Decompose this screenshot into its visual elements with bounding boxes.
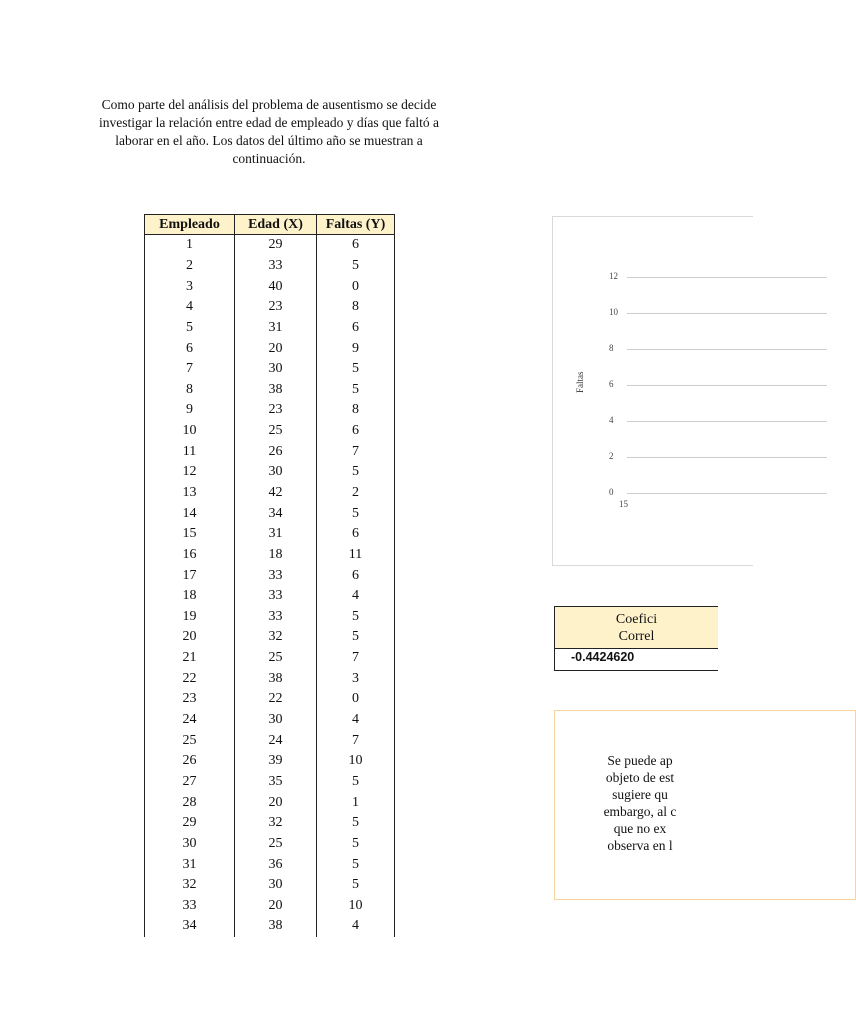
- cell-faltas: 6: [317, 318, 395, 339]
- cell-edad: 34: [235, 503, 317, 524]
- cell-empleado: 24: [145, 710, 235, 731]
- cell-faltas: 5: [317, 627, 395, 648]
- cell-faltas: 7: [317, 730, 395, 751]
- intro-line: investigar la relación entre edad de empleado y días que faltó a: [99, 115, 439, 130]
- cell-edad: 23: [235, 400, 317, 421]
- cell-faltas: 8: [317, 297, 395, 318]
- cell-faltas: 4: [317, 710, 395, 731]
- cell-faltas: 11: [317, 545, 395, 566]
- cell-edad: 33: [235, 607, 317, 628]
- cell-empleado: 15: [145, 524, 235, 545]
- cell-empleado: 29: [145, 813, 235, 834]
- cell-empleado: 17: [145, 565, 235, 586]
- gridline: [627, 493, 827, 494]
- cell-empleado: 25: [145, 730, 235, 751]
- cell-faltas: 5: [317, 834, 395, 855]
- cell-empleado: 16: [145, 545, 235, 566]
- cell-empleado: 7: [145, 359, 235, 380]
- cell-faltas: 5: [317, 854, 395, 875]
- cell-faltas: 5: [317, 256, 395, 277]
- header-faltas: Faltas (Y): [317, 215, 395, 235]
- conclusion-box: [554, 710, 856, 900]
- y-tick-label: 2: [609, 451, 614, 461]
- cell-faltas: 6: [317, 235, 395, 256]
- header-edad: Edad (X): [235, 215, 317, 235]
- cell-edad: 20: [235, 792, 317, 813]
- cell-edad: 38: [235, 668, 317, 689]
- cell-edad: 20: [235, 338, 317, 359]
- cell-edad: 24: [235, 730, 317, 751]
- gridline: [627, 421, 827, 422]
- cell-edad: 35: [235, 772, 317, 793]
- cell-empleado: 12: [145, 462, 235, 483]
- cell-edad: 29: [235, 235, 317, 256]
- cell-empleado: 5: [145, 318, 235, 339]
- cell-empleado: 20: [145, 627, 235, 648]
- cell-empleado: 2: [145, 256, 235, 277]
- cell-empleado: 4: [145, 297, 235, 318]
- cell-empleado: 27: [145, 772, 235, 793]
- cell-faltas: 7: [317, 648, 395, 669]
- cell-edad: 38: [235, 916, 317, 937]
- y-tick-label: 8: [609, 343, 614, 353]
- cell-faltas: 0: [317, 276, 395, 297]
- gridline: [627, 385, 827, 386]
- coefficient-header: [554, 606, 718, 649]
- cell-empleado: 10: [145, 421, 235, 442]
- coefficient-value: -0.4424620: [571, 650, 635, 664]
- cell-edad: 23: [235, 297, 317, 318]
- cell-empleado: 18: [145, 586, 235, 607]
- cell-empleado: 8: [145, 379, 235, 400]
- y-tick-label: 12: [609, 271, 618, 281]
- cell-faltas: 5: [317, 607, 395, 628]
- header-empleado: Empleado: [145, 215, 235, 235]
- cell-edad: 42: [235, 483, 317, 504]
- cell-edad: 32: [235, 813, 317, 834]
- cell-faltas: 5: [317, 379, 395, 400]
- cell-faltas: 6: [317, 524, 395, 545]
- cell-empleado: 30: [145, 834, 235, 855]
- cell-faltas: 6: [317, 565, 395, 586]
- cell-edad: 22: [235, 689, 317, 710]
- x-tick-label: 15: [619, 499, 628, 509]
- conclusion-line: Se puede ap: [607, 753, 673, 768]
- cell-empleado: 11: [145, 441, 235, 462]
- cell-faltas: 10: [317, 751, 395, 772]
- y-axis-label: Faltas: [575, 371, 585, 393]
- cell-edad: 20: [235, 896, 317, 917]
- cell-edad: 40: [235, 276, 317, 297]
- cell-faltas: 8: [317, 400, 395, 421]
- cell-edad: 33: [235, 256, 317, 277]
- cell-edad: 30: [235, 462, 317, 483]
- cell-edad: 25: [235, 834, 317, 855]
- cell-faltas: 3: [317, 668, 395, 689]
- coefficient-header-line: Coefici: [615, 612, 658, 627]
- cell-edad: 25: [235, 648, 317, 669]
- cell-empleado: 3: [145, 276, 235, 297]
- cell-faltas: 5: [317, 462, 395, 483]
- cell-faltas: 4: [317, 916, 395, 937]
- cell-edad: 30: [235, 359, 317, 380]
- cell-faltas: 4: [317, 586, 395, 607]
- conclusion-line: que no ex: [613, 821, 667, 836]
- y-tick-label: 4: [609, 415, 614, 425]
- cell-empleado: 26: [145, 751, 235, 772]
- intro-line: Como parte del análisis del problema de ausentismo se decide: [101, 97, 437, 112]
- conclusion-line: sugiere qu: [612, 787, 668, 802]
- cell-faltas: 5: [317, 813, 395, 834]
- cell-edad: 30: [235, 875, 317, 896]
- cell-faltas: 5: [317, 503, 395, 524]
- cell-edad: 18: [235, 545, 317, 566]
- cell-edad: 31: [235, 318, 317, 339]
- coefficient-header-line: Correl: [618, 629, 655, 644]
- cell-faltas: 5: [317, 772, 395, 793]
- gridline: [627, 457, 827, 458]
- cell-faltas: 9: [317, 338, 395, 359]
- cell-empleado: 13: [145, 483, 235, 504]
- conclusion-line: objeto de est: [605, 770, 675, 785]
- intro-line: continuación.: [232, 151, 306, 166]
- y-tick-label: 6: [609, 379, 614, 389]
- cell-empleado: 6: [145, 338, 235, 359]
- cell-empleado: 34: [145, 916, 235, 937]
- cell-faltas: 5: [317, 359, 395, 380]
- cell-empleado: 22: [145, 668, 235, 689]
- cell-edad: 38: [235, 379, 317, 400]
- gridline: [627, 277, 827, 278]
- cell-empleado: 32: [145, 875, 235, 896]
- gridline: [627, 313, 827, 314]
- cell-edad: 31: [235, 524, 317, 545]
- y-tick-label: 0: [609, 487, 614, 497]
- cell-edad: 32: [235, 627, 317, 648]
- cell-empleado: 31: [145, 854, 235, 875]
- cell-faltas: 1: [317, 792, 395, 813]
- cell-edad: 36: [235, 854, 317, 875]
- cell-empleado: 1: [145, 235, 235, 256]
- cell-empleado: 14: [145, 503, 235, 524]
- gridline: [627, 349, 827, 350]
- cell-empleado: 33: [145, 896, 235, 917]
- y-tick-label: 10: [609, 307, 618, 317]
- cell-faltas: 0: [317, 689, 395, 710]
- intro-line: laborar en el año. Los datos del último año se muestran a: [115, 133, 423, 148]
- cell-edad: 33: [235, 586, 317, 607]
- cell-empleado: 28: [145, 792, 235, 813]
- cell-empleado: 19: [145, 607, 235, 628]
- cell-faltas: 10: [317, 896, 395, 917]
- conclusion-line: observa en l: [607, 838, 673, 853]
- cell-edad: 39: [235, 751, 317, 772]
- cell-faltas: 6: [317, 421, 395, 442]
- coefficient-value-cell: [554, 648, 718, 671]
- conclusion-line: embargo, al c: [603, 804, 677, 819]
- cell-edad: 30: [235, 710, 317, 731]
- cell-faltas: 5: [317, 875, 395, 896]
- cell-empleado: 21: [145, 648, 235, 669]
- cell-edad: 25: [235, 421, 317, 442]
- cell-faltas: 7: [317, 441, 395, 462]
- cell-empleado: 23: [145, 689, 235, 710]
- cell-faltas: 2: [317, 483, 395, 504]
- cell-edad: 33: [235, 565, 317, 586]
- cell-empleado: 9: [145, 400, 235, 421]
- cell-edad: 26: [235, 441, 317, 462]
